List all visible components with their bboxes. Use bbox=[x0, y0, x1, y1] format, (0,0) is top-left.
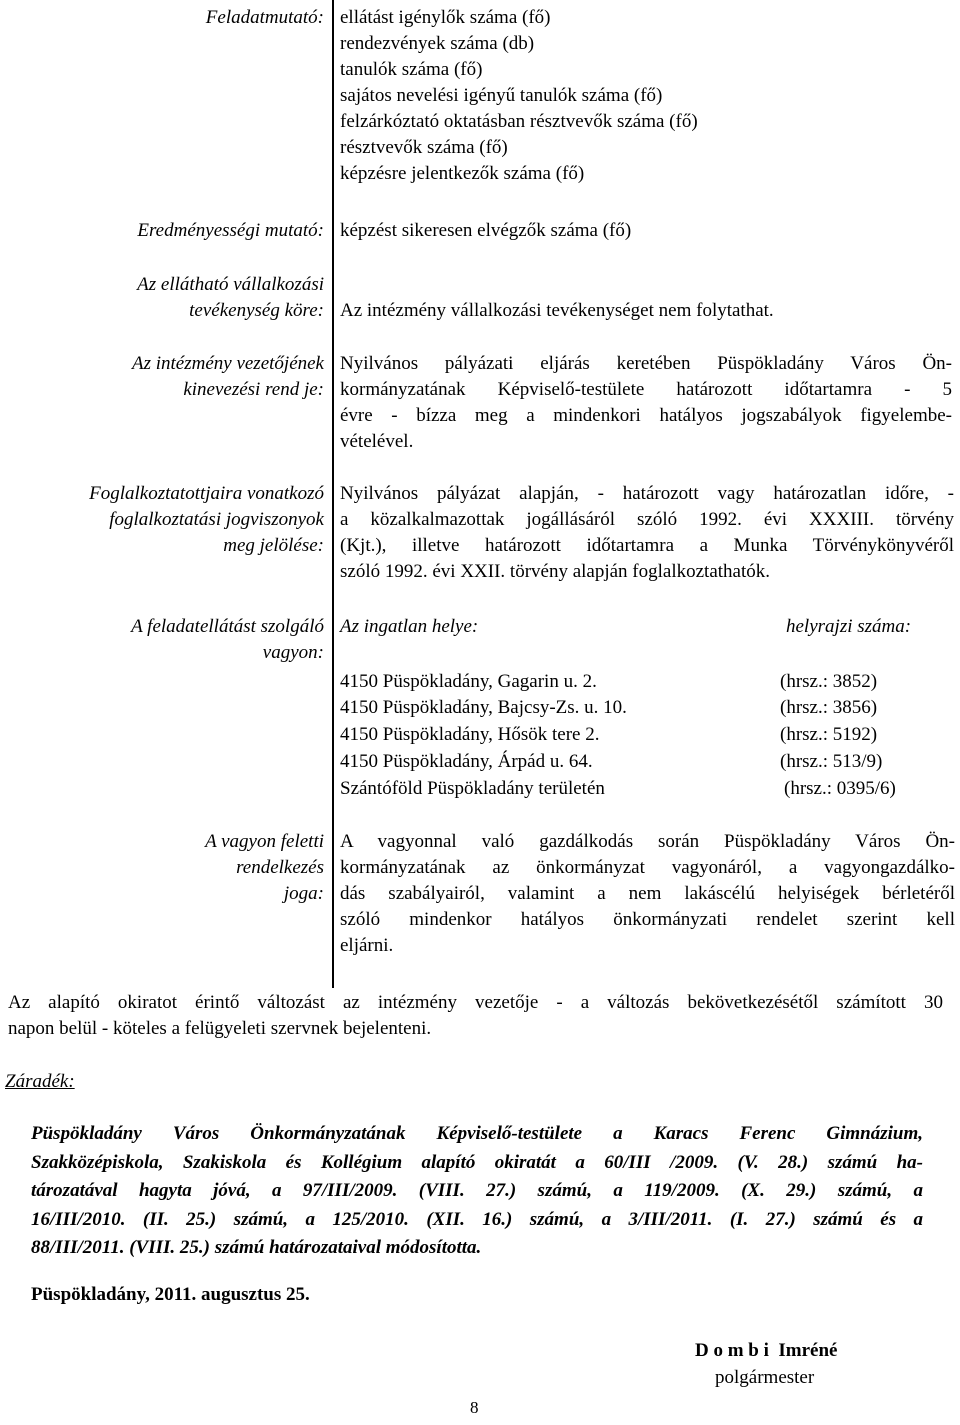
label-line: tevékenység köre: bbox=[189, 300, 324, 321]
list-item: résztvevők száma (fő) bbox=[340, 137, 508, 158]
property-address: 4150 Püspökladány, Hősök tere 2. bbox=[340, 724, 600, 745]
property-address: 4150 Püspökladány, Bajcsy-Zs. u. 10. bbox=[340, 697, 627, 718]
text-line: kormányzatának az önkormányzat vagyonáról, a vagyongazdálko- bbox=[340, 857, 955, 878]
column-header-hrsz: helyrajzi száma: bbox=[786, 616, 912, 637]
text-line: A vagyonnal való gazdálkodás során Püspökladány Város Ön- bbox=[340, 831, 955, 852]
column-divider bbox=[332, 0, 334, 988]
list-item: sajátos nevelési igényű tanulók száma (fő) bbox=[340, 85, 663, 106]
notice-paragraph bbox=[8, 990, 943, 1042]
vezeto-label bbox=[0, 351, 324, 403]
rendelkezes-label bbox=[0, 829, 324, 907]
text-line: 88/III/2011. (VIII. 25.) számú határozataival módosította. bbox=[31, 1237, 482, 1258]
text-line: dás szabályairól, valamint a nem lakáscélú helyiségek bérletéről bbox=[340, 883, 955, 904]
label-line: A vagyon feletti bbox=[205, 831, 324, 852]
list-item: képzésre jelentkezők száma (fő) bbox=[340, 163, 585, 184]
text-line: évre - bízza meg a mindenkori hatályos jogszabályok figyelembe- bbox=[340, 405, 952, 426]
eredmenyessegi-label: Eredményességi mutató: bbox=[137, 220, 324, 241]
zaradek-heading: Záradék: bbox=[5, 1071, 75, 1092]
foglalkoztatott-value bbox=[340, 481, 954, 585]
text-line: tározatával hagyta jóvá, a 97/III/2009. (VIII. 27.) számú, a 119/2009. (X. 29.) számú, a bbox=[31, 1180, 923, 1201]
label-line: joga: bbox=[283, 883, 324, 904]
label-line: Foglalkoztatottjaira vonatkozó bbox=[89, 483, 324, 504]
text-line: Püspökladány Város Önkormányzatának Képviselő-testülete a Karacs Ferenc Gimnázium, bbox=[31, 1123, 923, 1144]
text-line: (Kjt.), illetve határozott időtartamra a Munka Törvénykönyvéről bbox=[340, 535, 954, 556]
list-item: ellátást igénylők száma (fő) bbox=[340, 7, 551, 28]
page-number: 8 bbox=[470, 1398, 479, 1417]
list-item: tanulók száma (fő) bbox=[340, 59, 483, 80]
place-date: Püspökladány, 2011. augusztus 25. bbox=[31, 1284, 310, 1305]
signature-name: D o m b i Imréné bbox=[695, 1340, 838, 1361]
vagyon-label bbox=[0, 614, 324, 666]
property-address: 4150 Püspökladány, Árpád u. 64. bbox=[340, 751, 593, 772]
label-line: vagyon: bbox=[262, 642, 324, 663]
label-line: Az ellátható vállalkozási bbox=[137, 274, 324, 295]
text-line: szóló 1992. évi XXII. törvény alapján foglalkoztathatók. bbox=[340, 561, 771, 582]
foglalkoztatott-label bbox=[0, 481, 324, 559]
text-line: 16/III/2010. (II. 25.) számú, a 125/2010. (XII. 16.) számú, a 3/III/2011. (I. 27.) számú és a bbox=[31, 1208, 923, 1230]
text-line: Szakközépiskola, Szakiskola és Kollégium alapító okiratát a 60/III /2009. (V. 28.) számú ha- bbox=[31, 1151, 923, 1173]
feladatmutato-list bbox=[340, 5, 698, 187]
column-header-address: Az ingatlan helye: bbox=[340, 616, 479, 637]
text-line: vételével. bbox=[340, 431, 414, 452]
property-hrsz: (hrsz.: 3852) bbox=[780, 671, 878, 692]
text-line: napon belül - köteles a felügyeleti szervnek bejelenteni. bbox=[8, 1018, 432, 1039]
signature-title: polgármester bbox=[715, 1367, 815, 1388]
label-line: foglalkoztatási jogviszonyok bbox=[109, 509, 324, 530]
eredmenyessegi-value: képzést sikeresen elvégzők száma (fő) bbox=[340, 220, 632, 241]
label-line: rendelkezés bbox=[236, 857, 324, 878]
label-line: Az intézmény vezetőjének bbox=[131, 353, 324, 374]
list-item: rendezvények száma (db) bbox=[340, 33, 535, 54]
property-hrsz: (hrsz.: 5192) bbox=[780, 724, 878, 745]
rendelkezes-value bbox=[340, 829, 955, 959]
property-address: 4150 Püspökladány, Gagarin u. 2. bbox=[340, 671, 597, 692]
text-line: eljárni. bbox=[340, 935, 394, 956]
vallalkozasi-value: Az intézmény vállalkozási tevékenységet nem folytathat. bbox=[340, 300, 774, 321]
vallalkozasi-label bbox=[0, 272, 324, 324]
text-line: Az alapító okiratot érintő változást az intézmény vezetője - a változás bekövetkezésétől számított 30 bbox=[8, 992, 943, 1013]
zaradek-paragraph bbox=[31, 1120, 923, 1263]
text-line: szóló mindenkor hatályos önkormányzati rendelet szerint kell bbox=[340, 909, 955, 930]
text-line: a közalkalmazottak jogállásáról szóló 1992. évi XXXIII. törvény bbox=[340, 509, 954, 530]
vezeto-value bbox=[340, 351, 952, 455]
label-line: meg jelölése: bbox=[223, 535, 324, 556]
property-hrsz: (hrsz.: 0395/6) bbox=[784, 778, 896, 799]
property-address: Szántóföld Püspökladány területén bbox=[340, 778, 605, 799]
list-item: felzárkóztató oktatásban résztvevők száma (fő) bbox=[340, 111, 698, 132]
label-line: kinevezési rend je: bbox=[183, 379, 324, 400]
text-line: Nyilvános pályázati eljárás keretében Püspökladány Város Ön- bbox=[340, 353, 952, 374]
text-line: Nyilvános pályázat alapján, - határozott vagy határozatlan időre, - bbox=[340, 483, 954, 504]
property-hrsz: (hrsz.: 3856) bbox=[780, 697, 878, 718]
text-line: kormányzatának Képviselő-testülete határozott időtartamra - 5 bbox=[340, 379, 952, 400]
feladatmutato-label: Feladatmutató: bbox=[205, 7, 324, 28]
label-line: A feladatellátást szolgáló bbox=[131, 616, 324, 637]
property-hrsz: (hrsz.: 513/9) bbox=[780, 751, 883, 772]
